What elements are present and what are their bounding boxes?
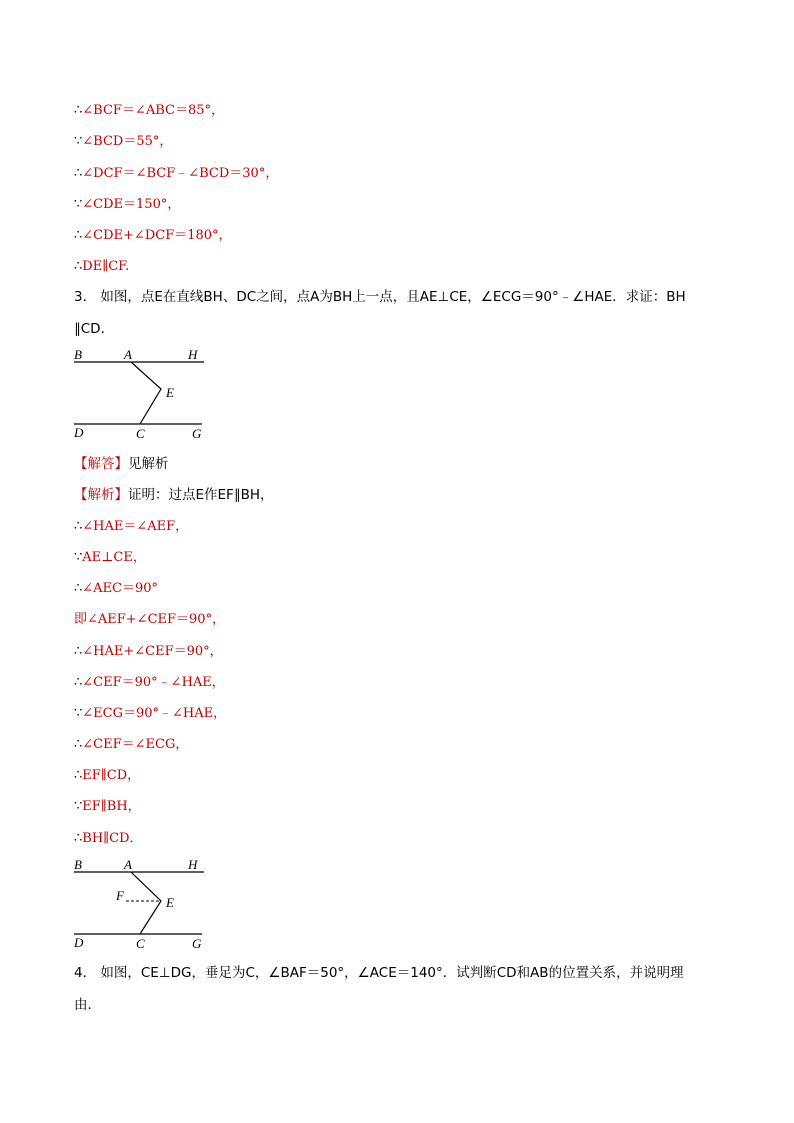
proof-step: ∴∠HAE＝∠AEF， bbox=[74, 519, 189, 534]
label-g: G bbox=[192, 936, 202, 951]
label-f: F bbox=[116, 888, 124, 903]
label-c: C bbox=[136, 426, 145, 441]
label-c: C bbox=[136, 936, 145, 951]
proof-step: ∵AE⊥CE， bbox=[74, 550, 146, 565]
label-h: H bbox=[188, 857, 198, 872]
answer-line bbox=[74, 456, 169, 472]
proof-step: ∴EF∥CD， bbox=[74, 768, 141, 783]
label-e: E bbox=[166, 895, 174, 910]
analysis-text: 证明：过点E作EF∥BH， bbox=[128, 487, 274, 503]
step-line: ∵∠CDE＝150°， bbox=[74, 197, 181, 212]
proof-step: ∵EF∥BH， bbox=[74, 799, 141, 814]
step-line: ∴∠CDE+∠DCF＝180°， bbox=[74, 228, 232, 243]
analysis-tag: 【解析】 bbox=[74, 487, 128, 503]
problem-4 bbox=[74, 957, 724, 1021]
step-line: ∵∠BCD＝55°， bbox=[74, 134, 173, 149]
label-e: E bbox=[166, 385, 174, 400]
step-line: ∴DE∥CF. bbox=[74, 259, 130, 274]
problem-4-line2: 由． bbox=[74, 997, 101, 1013]
geometry-figure-2 bbox=[70, 855, 210, 955]
label-d: D bbox=[74, 425, 84, 440]
answer-tag: 【解答】 bbox=[74, 456, 128, 472]
label-d: D bbox=[74, 935, 84, 950]
proof-step: ∵∠ECG＝90°﹣∠HAE， bbox=[74, 706, 227, 721]
label-a: A bbox=[124, 347, 132, 362]
problem-3-line2: ∥CD． bbox=[74, 321, 115, 337]
proof-step: ∴BH∥CD． bbox=[74, 831, 143, 846]
proof-step: ∴∠AEC＝90° bbox=[74, 581, 159, 596]
analysis-line bbox=[74, 487, 274, 503]
step-line: ∴∠BCF＝∠ABC＝85°， bbox=[74, 103, 224, 118]
label-b: B bbox=[74, 347, 82, 362]
proof-step: ∴∠CEF＝90°﹣∠HAE， bbox=[74, 675, 225, 690]
label-h: H bbox=[188, 347, 198, 362]
polyline-aec bbox=[131, 362, 161, 424]
label-a: A bbox=[124, 857, 132, 872]
proof-step: ∴∠HAE+∠CEF＝90°， bbox=[74, 644, 223, 659]
label-b: B bbox=[74, 857, 82, 872]
proof-step: 即∠AEF+∠CEF＝90°， bbox=[74, 612, 226, 627]
problem-4-line1: 4． 如图，CE⊥DG，垂足为C，∠BAF＝50°，∠ACE＝140°．试判断CD和AB的位置关系，并说明理 bbox=[74, 965, 684, 981]
problem-3-line1: 3． 如图，点E在直线BH、DC之间，点A为BH上一点，且AE⊥CE，∠ECG＝90°﹣∠HAE．求证：BH bbox=[74, 289, 686, 305]
geometry-figure-1 bbox=[70, 345, 210, 445]
polyline-aec bbox=[131, 872, 161, 934]
problem-3 bbox=[74, 281, 724, 345]
label-g: G bbox=[192, 426, 202, 441]
step-line: ∴∠DCF＝∠BCF﹣∠BCD＝30°， bbox=[74, 166, 279, 181]
answer-text: 见解析 bbox=[128, 456, 169, 472]
proof-step: ∴∠CEF＝∠ECG， bbox=[74, 737, 189, 752]
